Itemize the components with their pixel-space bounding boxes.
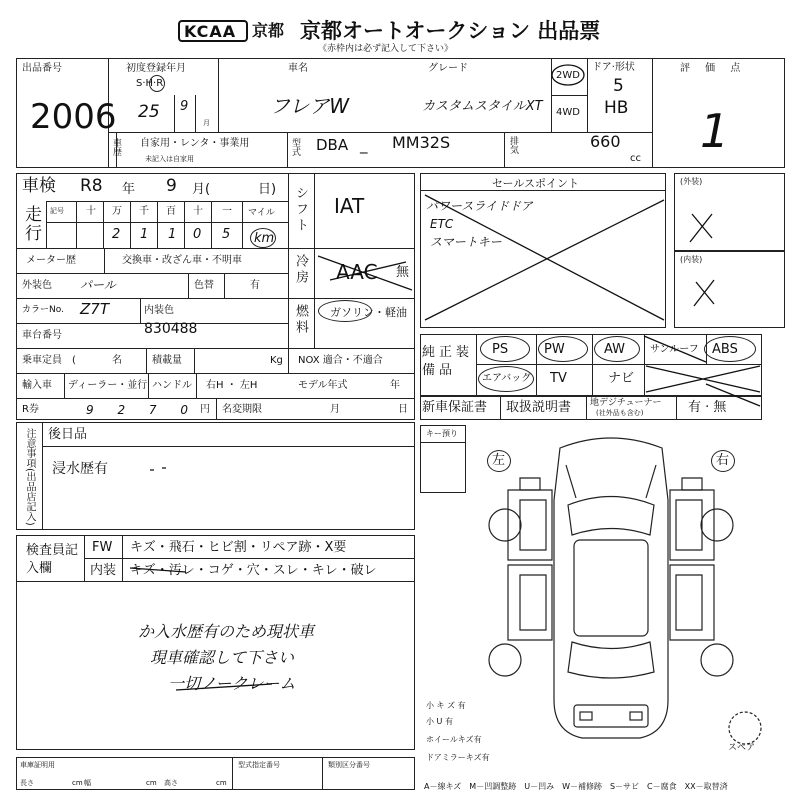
era-h-circle — [149, 75, 165, 92]
mileage-digit: 0 — [193, 227, 202, 242]
mileage-digit-label: 百 — [166, 206, 176, 217]
ac-label: 冷房 — [293, 254, 308, 286]
pw-circle — [538, 336, 588, 362]
logo — [178, 20, 248, 42]
fuel-circle — [318, 300, 372, 322]
spare-label: スペア — [728, 743, 756, 753]
tuner-options: 有 · 無 — [688, 400, 727, 415]
lot-label: 出品番号 — [22, 63, 62, 74]
shift-label: シフト — [293, 186, 308, 234]
equipment-item: ナビ — [608, 371, 635, 386]
height-unit: cm — [216, 779, 227, 787]
car-name: フレアW — [270, 94, 349, 118]
shaken-month-unit: 月( — [192, 182, 211, 197]
class-number-label: 類別区分番号 — [328, 761, 370, 769]
grade-label: グレード — [428, 63, 468, 74]
nox-text: NOX 適合・不適合 — [298, 355, 383, 366]
color-change-value: 有 — [250, 280, 260, 291]
sales-points-label: セールスポイント — [492, 177, 580, 190]
registration-era: S·H·R — [136, 78, 164, 89]
expiry-label: 名変期限 — [222, 404, 262, 415]
recycle-amount: 9 2 7 0 — [86, 403, 198, 417]
legend-item: ホイールキズ有 — [426, 735, 482, 744]
cert-label: 車庫証明用 — [20, 761, 55, 769]
mileage-kigo: 記号 — [50, 207, 64, 215]
fw-items: キズ・飛石・ヒビ割・リペア跡・X要 — [130, 540, 347, 555]
recycle-unit: 円 — [200, 404, 210, 415]
registration-month-unit: 月 — [203, 119, 210, 127]
diagram-left: 左 — [492, 453, 506, 468]
fuel-options: ガソリン・軽油 — [330, 306, 407, 319]
shaken-year-unit: 年 — [122, 182, 136, 197]
meter-history-options: 交換車・改ざん車・不明車 — [122, 255, 242, 266]
equipment-item: PW — [544, 342, 565, 357]
ac-value: AAC — [336, 260, 378, 284]
load-unit: Kg — [270, 355, 283, 366]
aw-circle — [594, 336, 640, 362]
mileage-digit: 2 — [112, 227, 121, 242]
sales-point-line: パワースライドドア — [426, 199, 533, 213]
door-count: 5 — [613, 76, 624, 96]
cc-label: 排気 — [508, 136, 518, 154]
exterior-color-value: パール — [80, 278, 116, 292]
exterior-color-label: 外装色 — [22, 280, 52, 291]
color-change-label: 色替 — [194, 280, 214, 291]
equipment-item: ABS — [712, 342, 738, 357]
inspector-remark: か入水歴有のため現状車 — [138, 622, 315, 641]
shaken-era-year: R8 — [80, 176, 103, 196]
tuner-label: 地デジチューナー — [590, 398, 662, 408]
mileage-unit-label: マイル — [248, 208, 275, 218]
import-dealer: ディーラー・並行 — [68, 380, 148, 391]
meter-history-label: メーター歴 — [26, 255, 76, 266]
drive-2wd: 2WD — [556, 70, 580, 81]
model-label: 型式 — [290, 138, 300, 156]
body-type: HB — [604, 98, 629, 118]
equipment-item: サンルーフ — [650, 344, 699, 355]
inspector-remark: 現車確認して下さい — [150, 648, 295, 667]
sales-points-box — [420, 173, 666, 328]
equipment-item: PS — [492, 342, 509, 357]
page-subtitle: 《赤枠内は必ず記入して下さい》 — [318, 44, 454, 54]
logo-text: KCAA — [184, 22, 237, 41]
notes-label: 注意事項(出品店記入) — [24, 428, 35, 526]
color-no-label: カラーNo. — [22, 305, 64, 315]
mileage-digit-label: 十 — [86, 206, 96, 217]
exterior-damage-label: (外装) — [680, 177, 703, 186]
fuel-label: 燃料 — [293, 304, 308, 336]
cc-value: 660 — [590, 132, 621, 151]
interior-inspect-label: 内装 — [90, 563, 117, 578]
key-label: キー預り — [426, 429, 458, 438]
registration-label: 初度登録年月 — [126, 63, 186, 74]
capacity-unit: 名 — [112, 355, 122, 366]
rating-score: 1 — [700, 104, 730, 158]
flood-note: 浸水歴有 — [52, 461, 108, 477]
equipment-label: 純正装備品 — [422, 345, 474, 379]
tuner-note: (社外品も含む) — [596, 409, 644, 417]
sales-point-line: スマートキー — [430, 235, 502, 249]
usage-options: 自家用・レンタ・事業用 — [140, 138, 250, 149]
cc-unit: cc — [630, 153, 641, 164]
interior-inspect-items: キズ・汚レ・コゲ・穴・スレ・キレ・破レ — [130, 563, 377, 578]
mileage-digit: 5 — [222, 227, 231, 242]
door-label: ドア·形状 — [592, 62, 635, 73]
model-code: MM32S — [392, 133, 451, 152]
grade-value: カスタムスタイルXT — [422, 99, 543, 114]
legend-item: 小 キ ズ 有 — [426, 701, 466, 710]
length-unit: cm — [72, 779, 83, 787]
chassis-label: 車台番号 — [22, 330, 62, 341]
drive-4wd: 4WD — [556, 107, 580, 118]
model-year-label: モデル年式 — [298, 380, 348, 391]
mileage-digit-label: 一 — [222, 206, 232, 217]
airbag-circle — [478, 366, 534, 392]
mileage-digit-label: 千 — [139, 206, 149, 217]
mileage-digit: 1 — [168, 227, 177, 242]
interior-color-label: 内装色 — [144, 305, 174, 316]
left-circle — [487, 450, 511, 472]
model-underscore: _ — [360, 136, 368, 154]
legend-item: ドアミラーキズ有 — [426, 753, 490, 762]
mileage-digit-label: 十 — [193, 206, 203, 217]
sales-point-line: ETC — [430, 217, 454, 231]
capacity-label: 乗車定員 — [22, 355, 62, 366]
fw-label: FW — [92, 540, 113, 555]
mileage-digit-label: 万 — [112, 206, 122, 217]
registration-year: 25 — [138, 102, 160, 122]
registration-month: 9 — [180, 99, 189, 114]
diagram-right: 右 — [716, 453, 730, 468]
equipment-item: エアバッグ — [482, 373, 532, 384]
shaken-label: 車検 — [22, 176, 56, 196]
height-label: 高さ — [164, 779, 178, 787]
lot-number: 2006 — [30, 97, 117, 137]
car-name-label: 車名 — [288, 63, 308, 74]
recycle-label: R券 — [22, 404, 39, 415]
width-unit: cm — [146, 779, 157, 787]
expiry-month: 月 — [330, 404, 340, 415]
handle-label: ハンドル — [152, 380, 192, 391]
abs-circle — [704, 336, 756, 362]
equipment-item: TV — [550, 371, 567, 386]
warranty-label: 新車保証書 — [422, 400, 488, 415]
ps-circle — [480, 336, 530, 362]
mileage-digit: 1 — [140, 227, 149, 242]
logo-kyoto: 京都 — [252, 21, 285, 40]
expiry-day: 日 — [398, 404, 408, 415]
model-year-unit: 年 — [390, 380, 400, 391]
mileage-unit: km — [254, 231, 275, 246]
rating-label: 評 価 点 — [680, 63, 747, 74]
shift-value: IAT — [334, 194, 365, 218]
car-diagram — [489, 438, 761, 744]
inspector-label: 検査員記入欄 — [26, 543, 79, 577]
mileage-label: 走行 — [21, 205, 41, 243]
chassis-number: 830488 — [144, 321, 198, 337]
load-label: 積載量 — [152, 355, 182, 366]
capacity-paren: ( — [72, 355, 76, 366]
usage-label: 車歴 — [111, 138, 121, 156]
usage-note: 未記入は自家用 — [145, 155, 194, 163]
aftermarket-label: 後日品 — [48, 427, 88, 442]
color-no-value: Z7T — [80, 300, 109, 318]
shaken-month: 9 — [166, 176, 177, 196]
model-prefix: DBA — [316, 136, 349, 154]
interior-damage-label: (内装) — [680, 255, 703, 264]
length-label: 長さ — [20, 779, 34, 787]
handle-options: 右H ・ 左H — [206, 380, 258, 391]
width-label: 幅 — [84, 779, 91, 787]
legend-item: 小 U 有 — [426, 717, 453, 726]
right-circle — [711, 450, 735, 472]
equipment-item: AW — [604, 342, 626, 357]
ac-none: 無 — [396, 265, 410, 280]
km-circle — [250, 228, 276, 248]
import-label: 輸入車 — [22, 380, 52, 391]
manual-label: 取扱説明書 — [506, 400, 572, 415]
type-number-label: 型式指定番号 — [238, 761, 280, 769]
shaken-day-unit: 日) — [258, 182, 277, 197]
damage-codes: A－線キズ M－凹調整跡 U－凹み W－補修跡 S－サビ C－腐食 XX－取替済 — [424, 782, 728, 791]
page-title: 京都オートオークション 出品票 — [300, 19, 601, 43]
inspector-remark: 一切ノークレーム — [168, 674, 296, 693]
